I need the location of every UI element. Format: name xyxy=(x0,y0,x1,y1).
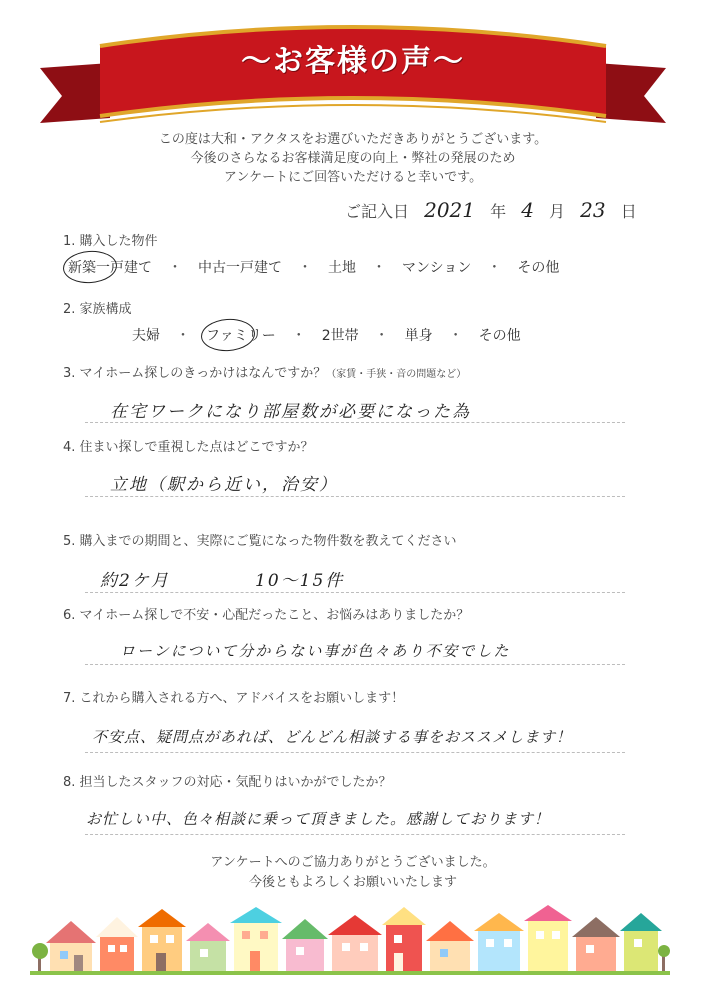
question-6-label: 6. マイホーム探しで不安・心配だったこと、お悩みはありましたか？ xyxy=(63,608,470,623)
option-selected: 新築一戸建て xyxy=(68,257,152,277)
answer-line xyxy=(85,496,625,497)
option: その他 xyxy=(478,328,521,344)
date-year-unit: 年 xyxy=(490,202,507,221)
answer-line xyxy=(85,592,625,593)
date-month: 4 xyxy=(521,198,534,222)
question-2-label: 2. 家族構成 xyxy=(63,302,132,317)
option-selected: ファミリー xyxy=(206,325,276,345)
intro-line: この度は大和・アクタスをお選びいただきありがとうございます。 xyxy=(158,132,548,147)
answer-line xyxy=(85,664,625,665)
question-1-label: 1. 購入した物件 xyxy=(63,234,158,249)
option: その他 xyxy=(517,260,560,276)
option: 夫婦 xyxy=(132,328,160,344)
question-2-options: 夫婦 ・ ファミリー ・ 2世帯 ・ 単身 ・ その他 xyxy=(132,325,521,345)
date-day-unit: 日 xyxy=(620,202,637,221)
answer-5-count: 10〜15件 xyxy=(255,571,345,591)
date-label: ご記入日 xyxy=(345,202,410,221)
question-4-label: 4. 住まい探しで重視した点はどこですか？ xyxy=(63,440,314,455)
question-3-text: 3. マイホーム探しのきっかけはなんですか？ xyxy=(63,366,327,381)
closing-line: アンケートへのご協力ありがとうございました。 xyxy=(210,855,496,870)
option: 中古一戸建て xyxy=(198,260,282,276)
option: 土地 xyxy=(328,260,356,276)
intro-line: アンケートにご回答いただけると幸いです。 xyxy=(223,170,483,185)
date-day: 23 xyxy=(580,198,606,222)
intro-text xyxy=(0,130,706,187)
question-7-label: 7. これから購入される方へ、アドバイスをお願いします！ xyxy=(63,691,405,706)
option: 2世帯 xyxy=(321,328,359,344)
question-1-options: 新築一戸建て ・ 中古一戸建て ・ 土地 ・ マンション ・ その他 xyxy=(68,257,559,277)
answer-line xyxy=(85,834,625,835)
question-3-note: （家賃・手狭・音の問題など） xyxy=(326,369,467,380)
option: 単身 xyxy=(404,328,433,344)
answer-7: 不安点、疑問点があれば、どんどん相談する事をおススメします！ xyxy=(92,728,573,746)
answer-6: ローンについて分からない事が色々あり不安でした xyxy=(120,642,511,660)
answer-line xyxy=(85,422,625,423)
date-year: 2021 xyxy=(424,198,476,222)
page-title: 〜お客様の声〜 xyxy=(241,44,465,79)
closing-line: 今後ともよろしくお願いいたします xyxy=(248,875,457,890)
answer-5-period: 約2ケ月 xyxy=(100,571,170,591)
question-3-label xyxy=(63,362,466,381)
option: マンション xyxy=(402,260,472,276)
question-8-label: 8. 担当したスタッフの対応・気配りはいかがでしたか？ xyxy=(63,775,392,790)
houses-illustration xyxy=(30,905,670,975)
closing-message xyxy=(0,853,706,893)
answer-line xyxy=(85,752,625,753)
question-5-label: 5. 購入までの期間と、実際にご覧になった物件数を教えてください xyxy=(63,534,457,549)
entry-date xyxy=(345,198,637,222)
answer-4: 立地（駅から近い，治安） xyxy=(110,475,338,495)
intro-line: 今後のさらなるお客様満足度の向上・弊社の発展のため xyxy=(190,151,516,166)
answer-3: 在宅ワークになり部屋数が必要になった為 xyxy=(110,402,471,422)
answer-8: お忙しい中、色々相談に乗って頂きました。感謝しております！ xyxy=(86,810,551,828)
date-month-unit: 月 xyxy=(549,202,566,221)
